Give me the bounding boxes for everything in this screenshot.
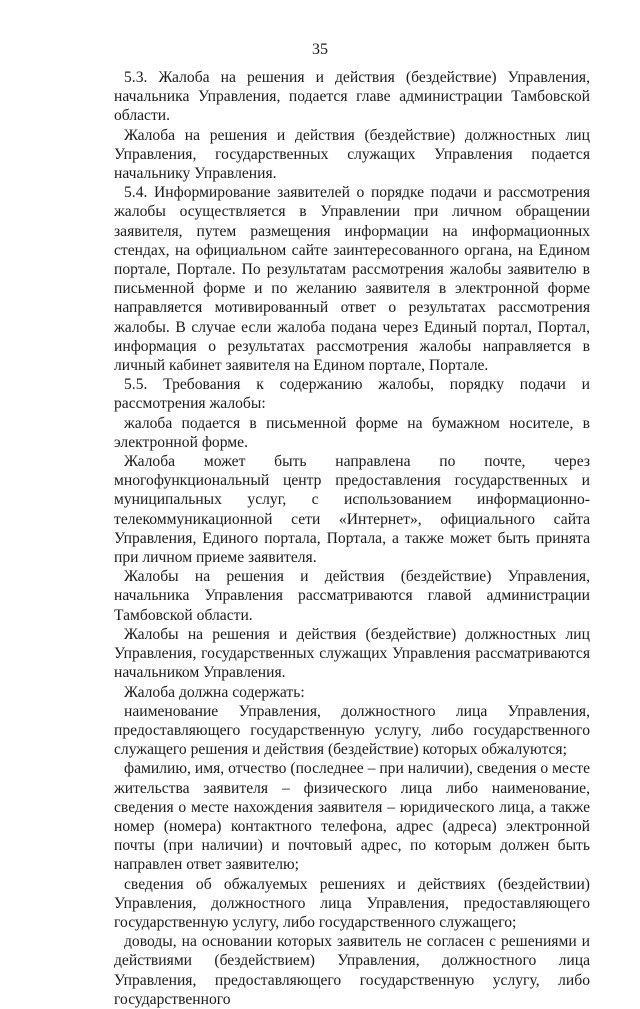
list-item-applicant-details: фамилию, имя, отчество (последнее – при наличии), сведения о месте жительства заявителя – физического лица либо наименование, сведения о месте нахождения заявителя – юридического лица, а также номер (номера) контактного телефона, адрес (адреса) электронной почты (при наличии) и почтовый адрес, по которым должен быть направлен ответ заявителю; bbox=[114, 760, 590, 874]
paragraph-chief-review: Жалобы на решения и действия (бездействие) должностных лиц Управления, государственных служащих Управления рассматриваются начальником Управления. bbox=[114, 625, 590, 682]
paragraph-must-contain: Жалоба должна содержать: bbox=[124, 683, 305, 701]
paragraph-5-4: 5.4. Информирование заявителей о порядке подачи и рассмотрения жалобы осуществляется в Управлении при личном обращении заявителя, путем размещения информации на информационных стендах, на официальном сайте заинтересованного органа, на Едином портале, Портале. По результатам рассмотрения жалобы заявителю в письменной форме и по желанию заявителя в электронной форме направляется мотивированный ответ о результатах рассмотрения жалобы. В случае если жалоба подана через Единый портал, Портал, информация о результатах рассмотрения жалобы направляется в личный кабинет заявителя на Едином портале, Портале. bbox=[114, 184, 590, 375]
paragraph-5-5: 5.5. Требования к содержанию жалобы, порядку подачи и рассмотрения жалобы: bbox=[114, 376, 590, 413]
page-number: 35 bbox=[312, 41, 328, 58]
paragraph-officials-complaint: Жалоба на решения и действия (бездействие) должностных лиц Управления, государственных служащих Управления подается начальнику Управления. bbox=[114, 126, 590, 183]
paragraph-head-review: Жалобы на решения и действия (бездействие) Управления, начальника Управления рассматриваются главой администрации Тамбовской области. bbox=[114, 568, 590, 624]
list-item-arguments: доводы, на основании которых заявитель не согласен с решениями и действиями (бездействием) Управления, должностного лица Управления, предоставляющего государственную услугу, либо государственного bbox=[114, 933, 590, 1008]
document-body bbox=[114, 68, 590, 1009]
list-item-body-name: наименование Управления, должностного лица Управления, предоставляющего государственную услугу, либо государственного служащего решения и действия (бездействие) которых обжалуются; bbox=[114, 702, 590, 759]
paragraph-5-3: 5.3. Жалоба на решения и действия (бездействие) Управления, начальника Управления, подается главе администрации Тамбовской области. bbox=[114, 69, 590, 125]
list-item-appealed-decisions: сведения об обжалуемых решениях и действиях (бездействии) Управления, должностного лица Управления, предоставляющего государственную услугу, либо государственного служащего; bbox=[114, 875, 590, 931]
paragraph-submission-channels: Жалоба может быть направлена по почте, через многофункциональный центр предоставления государственных и муниципальных услуг, с использованием информационно-телекоммуникационной сети «Интернет», официального сайта Управления, Единого портала, Портала, а также может быть принята при личном приеме заявителя. bbox=[114, 453, 590, 567]
paragraph-written-form: жалоба подается в письменной форме на бумажном носителе, в электронной форме. bbox=[114, 414, 590, 451]
